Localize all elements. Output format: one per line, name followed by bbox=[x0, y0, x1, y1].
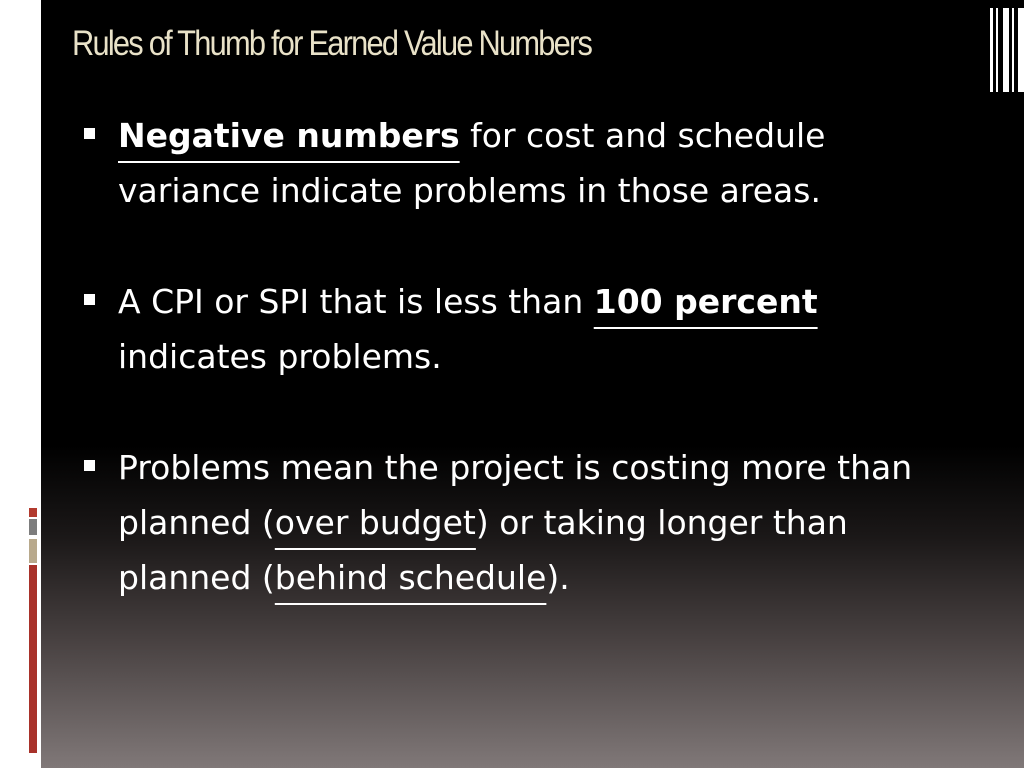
decorative-bar bbox=[1018, 8, 1024, 92]
bullet-3-text-1: Problems mean the project is costing more than planned ( bbox=[118, 448, 913, 542]
bullet-2-text-after: indicates problems. bbox=[118, 337, 442, 376]
bullet-1-bold-lead: Negative numbers bbox=[118, 116, 460, 155]
decorative-bar bbox=[996, 8, 998, 92]
bullet-2-bold: 100 percent bbox=[593, 282, 818, 321]
accent-bar-gray bbox=[29, 519, 37, 535]
bullet-2-text-before: A CPI or SPI that is less than bbox=[118, 282, 594, 321]
slide-title: Rules of Thumb for Earned Value Numbers bbox=[72, 24, 592, 63]
accent-bar-red-short bbox=[29, 508, 37, 517]
bullet-3-underlined-1: over budget bbox=[274, 503, 476, 542]
bullet-item bbox=[82, 108, 962, 218]
bullet-list bbox=[82, 108, 962, 661]
square-bullet-icon bbox=[84, 128, 95, 139]
bullet-item bbox=[82, 440, 962, 605]
square-bullet-icon bbox=[84, 460, 95, 471]
accent-bar-tan bbox=[29, 539, 37, 563]
decorative-bars bbox=[980, 8, 1024, 92]
bullet-1-text: for cost and schedule variance indicate problems in those areas. bbox=[118, 116, 826, 210]
accent-bar-red-long bbox=[29, 565, 37, 753]
square-bullet-icon bbox=[84, 294, 95, 305]
decorative-bar bbox=[990, 8, 993, 92]
decorative-bar bbox=[1012, 8, 1014, 92]
bullet-3-underlined-2: behind schedule bbox=[274, 558, 547, 597]
decorative-bar bbox=[1003, 8, 1009, 92]
bullet-item bbox=[82, 274, 962, 384]
bullet-3-text-2: ) or taking longer than planned ( bbox=[118, 503, 848, 597]
bullet-3-text-3: ). bbox=[546, 558, 570, 597]
